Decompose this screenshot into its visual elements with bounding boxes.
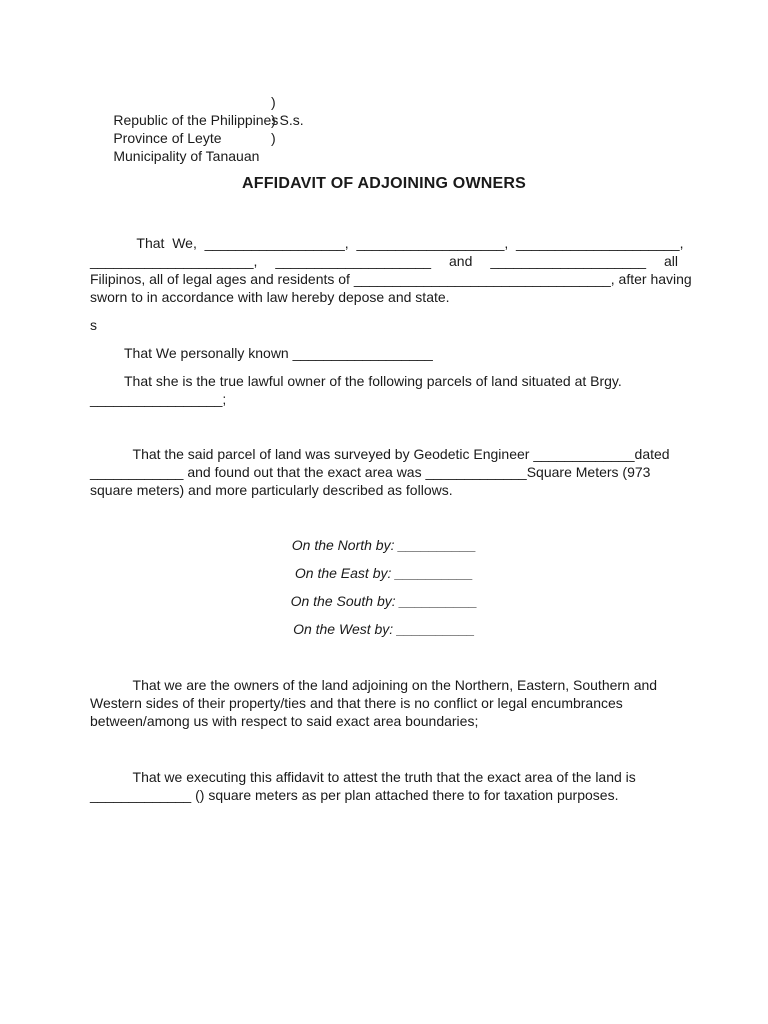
para3-line1: That she is the true lawful owner of the following parcels of land situated at Brgy.: [124, 373, 622, 389]
boundary-north: On the North by: __________: [291, 537, 477, 553]
para5-line1: That we are the owners of the land adjoining on the Northern, Eastern, Southern and: [90, 677, 658, 693]
venue-republic: Republic of the Philippines: [113, 112, 279, 128]
venue-municipality: Municipality of Tanauan: [113, 148, 260, 164]
boundary-west: On the West by: __________: [293, 621, 475, 637]
para1-line3: Filipinos, all of legal ages and residents of _________________________________, after having: [90, 271, 692, 287]
venue-row-municipality: [90, 129, 278, 164]
boundary-south: On the South by: __________: [290, 593, 478, 609]
para1-line4: sworn to in accordance with law hereby depose and state.: [90, 289, 450, 305]
venue-paren-3: ): [271, 130, 276, 146]
venue-row-republic: [90, 93, 279, 128]
para1-line2: _____________________, ____________________ and ____________________ all: [90, 253, 678, 269]
venue-province: Province of Leyte: [113, 130, 222, 146]
para3-line2: _________________;: [90, 391, 227, 407]
venue-ss: ) S.s.: [271, 112, 304, 128]
document-title: AFFIDAVIT OF ADJOINING OWNERS: [241, 175, 527, 192]
venue-block: [90, 93, 304, 164]
para4-line2: ____________ and found out that the exact area was _____________Square Meters (973: [90, 464, 651, 480]
para6-line1: That we executing this affidavit to attest the truth that the exact area of the land is: [90, 769, 636, 785]
para4-line1: That the said parcel of land was surveyed by Geodetic Engineer _____________dated: [90, 446, 670, 462]
para6-line2: _____________ () square meters as per plan attached there to for taxation purposes.: [90, 787, 619, 803]
para5-line2: Western sides of their property/ties and that there is no conflict or legal encumbrances: [90, 695, 623, 711]
para4-line3: square meters) and more particularly described as follows.: [90, 482, 453, 498]
boundary-east: On the East by: __________: [294, 565, 474, 581]
stray-letter: s: [90, 317, 97, 333]
venue-paren-1: ): [271, 94, 276, 110]
para1-line1: That We, __________________, ___________________, _____________________,: [90, 235, 684, 251]
para2-personally-known: That We personally known __________________: [124, 345, 433, 361]
para5-line3: between/among us with respect to said exact area boundaries;: [90, 713, 479, 729]
venue-row-province: [90, 111, 304, 146]
